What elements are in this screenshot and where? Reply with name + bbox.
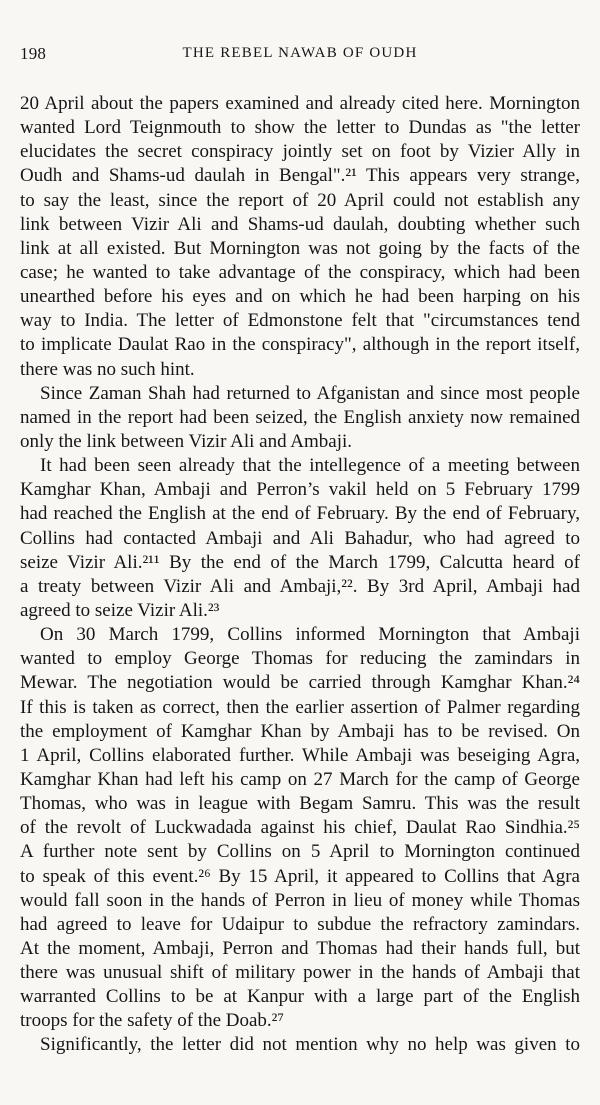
text-line: to implicate Daulat Rao in the conspiracy", although in the report itself, [20, 334, 580, 356]
text-line: seize Vizir Ali.²¹¹ By the end of the March 1799, Calcutta heard of [20, 551, 580, 573]
text-line: unearthed before his eyes and on which he had been harping on his [20, 286, 580, 308]
text-line: warranted Collins to be at Kanpur with a large part of the English [20, 986, 580, 1008]
text-line: link at all existed. But Mornington was not going by the facts of the [20, 237, 580, 259]
text-line: there was unusual shift of military power in the hands of Ambaji that [20, 962, 580, 984]
text-line: agreed to seize Vizir Ali.²³ [20, 599, 220, 621]
text-line: had reached the English at the end of February. By the end of February, [20, 503, 580, 525]
text-line: there was no such hint. [20, 358, 195, 380]
text-line: to say the least, since the report of 20 April could not establish any [20, 189, 580, 211]
text-line: Mewar. The negotiation would be carried through Kamghar Khan.²⁴ [20, 672, 580, 694]
page-number: 198 [20, 44, 47, 63]
text-line: a treaty between Vizir Ali and Ambaji,²². By 3rd April, Ambaji had [20, 575, 580, 597]
text-line: wanted to employ George Thomas for reducing the zamindars in [20, 648, 580, 670]
text-line: On 30 March 1799, Collins informed Mornington that Ambaji [40, 624, 580, 646]
text-line: would fall soon in the hands of Perron in lieu of money while Thomas [20, 889, 580, 911]
text-line: named in the report had been seized, the English anxiety now remained [20, 406, 580, 428]
text-line: case; he wanted to take advantage of the conspiracy, which had been [20, 261, 580, 283]
text-line: Significantly, the letter did not mention why no help was given to [40, 1034, 580, 1056]
text-line: Kamghar Khan had left his camp on 27 March for the camp of George [20, 768, 580, 790]
text-line: Collins had contacted Ambaji and Ali Bahadur, who had agreed to [20, 527, 580, 549]
text-line: 20 April about the papers examined and already cited here. Mornington [20, 93, 580, 114]
text-line: of the revolt of Luckwadada against his chief, Daulat Rao Sindhia.²⁵ [20, 817, 580, 839]
text-line: troops for the safety of the Doab.²⁷ [20, 1010, 284, 1032]
text-line: elucidates the secret conspiracy jointly set on foot by Vizier Ally in [20, 141, 580, 163]
running-header [20, 44, 580, 68]
text-line: link between Vizir Ali and Shams-ud daulah, doubting whether such [20, 213, 580, 235]
text-line: the employment of Kamghar Khan by Ambaji has to be revised. On [20, 720, 580, 742]
running-title: THE REBEL NAWAB OF OUDH [182, 45, 418, 61]
text-line: wanted Lord Teignmouth to show the letter to Dundas as "the letter [20, 117, 580, 139]
text-line: way to India. The letter of Edmonstone felt that "circumstances tend [20, 310, 580, 332]
text-line: Thomas, who was in league with Begam Samru. This was the result [20, 793, 580, 815]
body-text [20, 92, 580, 1058]
text-line: Oudh and Shams-ud daulah in Bengal".²¹ This appears very strange, [20, 165, 580, 187]
text-line: Since Zaman Shah had returned to Afganistan and since most people [40, 382, 580, 404]
text-line: At the moment, Ambaji, Perron and Thomas had their hands full, but [20, 937, 580, 959]
text-line: If this is taken as correct, then the earlier assertion of Palmer regarding [20, 696, 580, 718]
text-line: to speak of this event.²⁶ By 15 April, it appeared to Collins that Agra [20, 865, 580, 887]
text-line: 1 April, Collins elaborated further. While Ambaji was beseiging Agra, [20, 744, 580, 766]
text-line: had agreed to leave for Udaipur to subdue the refractory zamindars. [20, 913, 580, 935]
text-line: It had been seen already that the intellegence of a meeting between [40, 455, 580, 477]
text-line: Kamghar Khan, Ambaji and Perron’s vakil held on 5 February 1799 [20, 479, 580, 501]
text-line: A further note sent by Collins on 5 April to Mornington continued [20, 841, 580, 863]
text-line: only the link between Vizir Ali and Ambaji. [20, 430, 353, 452]
